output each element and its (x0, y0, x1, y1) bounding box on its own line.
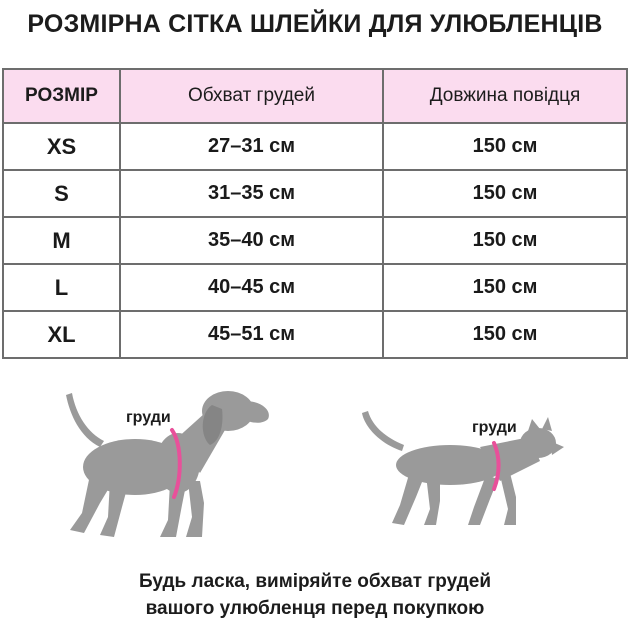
table-row (3, 217, 627, 264)
size-cell: XL (3, 311, 120, 358)
size-cell: M (3, 217, 120, 264)
caption-line-1: Будь ласка, виміряйте обхват грудей (138, 571, 491, 592)
cat-chest-label: груди (472, 419, 517, 436)
chest-cell: 35–40 см (120, 217, 383, 264)
header-chest: Обхват грудей (120, 69, 383, 123)
leash-cell: 150 см (383, 170, 627, 217)
dog-silhouette-icon (0, 385, 630, 555)
page-title: РОЗМІРНА СІТКА ШЛЕЙКИ ДЛЯ УЛЮБЛЕНЦІВ (27, 10, 603, 38)
leash-cell: 150 см (383, 217, 627, 264)
dog-chest-label: груди (126, 409, 171, 426)
chest-cell: 27–31 см (120, 123, 383, 170)
table-row (3, 264, 627, 311)
size-cell: L (3, 264, 120, 311)
header-leash: Довжина повідця (383, 69, 627, 123)
table-row (3, 123, 627, 170)
chest-cell: 40–45 см (120, 264, 383, 311)
size-cell: XS (3, 123, 120, 170)
pets-illustration (0, 385, 630, 555)
leash-cell: 150 см (383, 311, 627, 358)
header-size: РОЗМІР (3, 69, 120, 123)
chest-cell: 31–35 см (120, 170, 383, 217)
leash-cell: 150 см (383, 123, 627, 170)
size-cell: S (3, 170, 120, 217)
table-row (3, 311, 627, 358)
table-row (3, 170, 627, 217)
size-chart-table (2, 68, 628, 359)
leash-cell: 150 см (383, 264, 627, 311)
caption-line-2: вашого улюбленця перед покупкою (145, 598, 485, 619)
caption (0, 568, 630, 622)
table-header-row (3, 69, 627, 123)
chest-cell: 45–51 см (120, 311, 383, 358)
